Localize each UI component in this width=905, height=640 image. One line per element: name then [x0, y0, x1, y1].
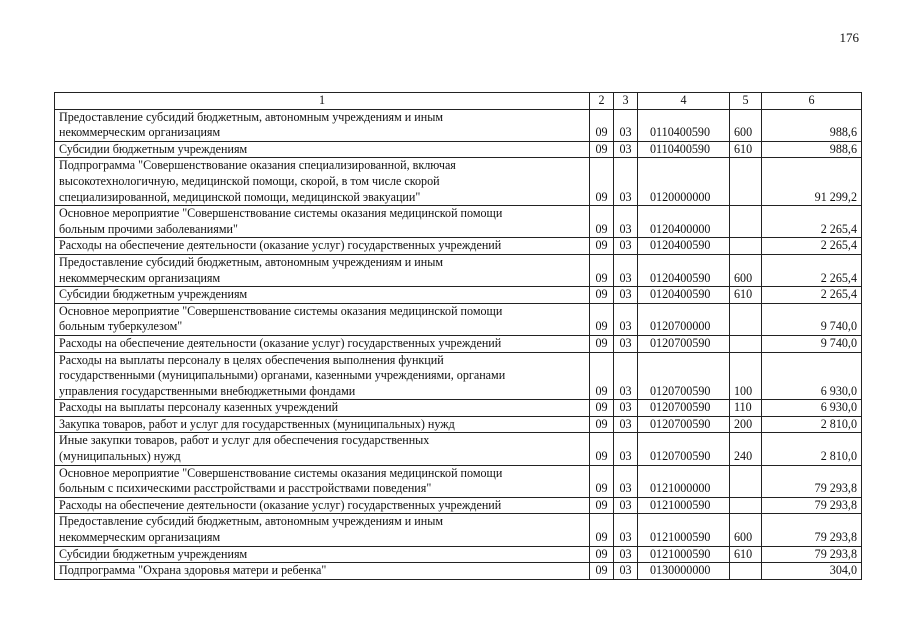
row-expense-type: 200 — [730, 416, 762, 433]
row-expense-type: 600 — [730, 514, 762, 546]
row-target-code: 0120700590 — [638, 352, 730, 400]
row-section: 09 — [590, 109, 614, 141]
page-number: 176 — [839, 30, 859, 45]
table-row — [55, 416, 862, 433]
row-section: 09 — [590, 352, 614, 400]
row-description: Основное мероприятие "Совершенствование системы оказания медицинской помощи больным прочими заболеваниями" — [55, 206, 590, 238]
row-target-code: 0121000000 — [638, 465, 730, 497]
row-expense-type — [730, 158, 762, 206]
row-section: 09 — [590, 158, 614, 206]
row-section: 09 — [590, 254, 614, 286]
table-row — [55, 141, 862, 158]
row-subsection: 03 — [614, 546, 638, 563]
row-description: Расходы на выплаты персоналу в целях обеспечения выполнения функций государственными (муниципальными) органами, казенными учреждениями, органами управления государственными внебюджетными фондами — [55, 352, 590, 400]
row-description: Основное мероприятие "Совершенствование системы оказания медицинской помощи больным туберкулезом" — [55, 303, 590, 335]
row-amount: 6 930,0 — [762, 352, 862, 400]
row-subsection: 03 — [614, 497, 638, 514]
row-section: 09 — [590, 206, 614, 238]
row-subsection: 03 — [614, 287, 638, 304]
table-row — [55, 158, 862, 206]
row-expense-type: 600 — [730, 254, 762, 286]
row-amount: 2 810,0 — [762, 416, 862, 433]
row-expense-type: 600 — [730, 109, 762, 141]
row-subsection: 03 — [614, 416, 638, 433]
row-target-code: 0130000000 — [638, 563, 730, 580]
row-amount: 79 293,8 — [762, 497, 862, 514]
row-subsection: 03 — [614, 254, 638, 286]
header-cell-6: 6 — [762, 93, 862, 110]
table-row — [55, 433, 862, 465]
row-description: Предоставление субсидий бюджетным, автономным учреждениям и иным некоммерческим организациям — [55, 109, 590, 141]
row-expense-type — [730, 206, 762, 238]
table-row — [55, 400, 862, 417]
row-expense-type: 110 — [730, 400, 762, 417]
row-subsection: 03 — [614, 433, 638, 465]
row-target-code: 0120700590 — [638, 335, 730, 352]
row-description: Расходы на обеспечение деятельности (оказание услуг) государственных учреждений — [55, 497, 590, 514]
row-target-code: 0120400000 — [638, 206, 730, 238]
row-section: 09 — [590, 546, 614, 563]
table-row — [55, 497, 862, 514]
row-target-code: 0120400590 — [638, 254, 730, 286]
row-target-code: 0120700590 — [638, 433, 730, 465]
row-amount: 2 265,4 — [762, 254, 862, 286]
row-subsection: 03 — [614, 303, 638, 335]
row-amount: 2 265,4 — [762, 287, 862, 304]
table-row — [55, 335, 862, 352]
row-amount: 6 930,0 — [762, 400, 862, 417]
row-description: Предоставление субсидий бюджетным, автономным учреждениям и иным некоммерческим организациям — [55, 254, 590, 286]
row-description: Субсидии бюджетным учреждениям — [55, 141, 590, 158]
row-section: 09 — [590, 497, 614, 514]
row-expense-type: 610 — [730, 546, 762, 563]
row-description: Основное мероприятие "Совершенствование системы оказания медицинской помощи больным с психическими расстройствами и расстройствами поведения" — [55, 465, 590, 497]
table-header-row — [55, 93, 862, 110]
row-description: Подпрограмма "Охрана здоровья матери и ребенка" — [55, 563, 590, 580]
table-row — [55, 563, 862, 580]
table-row — [55, 352, 862, 400]
table-row — [55, 303, 862, 335]
header-cell-4: 4 — [638, 93, 730, 110]
row-subsection: 03 — [614, 465, 638, 497]
row-target-code: 0120400590 — [638, 287, 730, 304]
row-amount: 2 265,4 — [762, 238, 862, 255]
row-target-code: 0120700590 — [638, 416, 730, 433]
row-amount: 79 293,8 — [762, 465, 862, 497]
row-expense-type — [730, 497, 762, 514]
row-amount: 9 740,0 — [762, 335, 862, 352]
row-subsection: 03 — [614, 141, 638, 158]
row-amount: 91 299,2 — [762, 158, 862, 206]
row-amount: 988,6 — [762, 109, 862, 141]
row-section: 09 — [590, 287, 614, 304]
header-cell-3: 3 — [614, 93, 638, 110]
row-target-code: 0110400590 — [638, 141, 730, 158]
row-expense-type — [730, 238, 762, 255]
row-description: Иные закупки товаров, работ и услуг для обеспечения государственных (муниципальных) нужд — [55, 433, 590, 465]
row-section: 09 — [590, 465, 614, 497]
row-target-code: 0120400590 — [638, 238, 730, 255]
header-cell-5: 5 — [730, 93, 762, 110]
row-target-code: 0120000000 — [638, 158, 730, 206]
row-section: 09 — [590, 335, 614, 352]
row-description: Субсидии бюджетным учреждениям — [55, 546, 590, 563]
row-description: Закупка товаров, работ и услуг для государственных (муниципальных) нужд — [55, 416, 590, 433]
row-description: Расходы на обеспечение деятельности (оказание услуг) государственных учреждений — [55, 335, 590, 352]
row-expense-type — [730, 465, 762, 497]
row-expense-type: 100 — [730, 352, 762, 400]
header-cell-1: 1 — [55, 93, 590, 110]
row-subsection: 03 — [614, 514, 638, 546]
row-section: 09 — [590, 563, 614, 580]
row-subsection: 03 — [614, 109, 638, 141]
row-amount: 304,0 — [762, 563, 862, 580]
row-description: Предоставление субсидий бюджетным, автономным учреждениям и иным некоммерческим организациям — [55, 514, 590, 546]
row-description: Субсидии бюджетным учреждениям — [55, 287, 590, 304]
table-row — [55, 465, 862, 497]
row-target-code: 0120700000 — [638, 303, 730, 335]
row-expense-type — [730, 335, 762, 352]
budget-table — [54, 92, 862, 580]
row-amount: 79 293,8 — [762, 546, 862, 563]
row-target-code: 0120700590 — [638, 400, 730, 417]
row-expense-type: 610 — [730, 141, 762, 158]
row-expense-type — [730, 563, 762, 580]
row-description: Подпрограмма "Совершенствование оказания специализированной, включая высокотехнологичную, медицинской помощи, скорой, в том числе скорой специализированной, медицинской помощи, медицинской эвакуации" — [55, 158, 590, 206]
row-subsection: 03 — [614, 352, 638, 400]
row-subsection: 03 — [614, 400, 638, 417]
row-amount: 79 293,8 — [762, 514, 862, 546]
row-description: Расходы на обеспечение деятельности (оказание услуг) государственных учреждений — [55, 238, 590, 255]
row-expense-type: 240 — [730, 433, 762, 465]
row-section: 09 — [590, 238, 614, 255]
row-subsection: 03 — [614, 563, 638, 580]
row-amount: 2 265,4 — [762, 206, 862, 238]
row-section: 09 — [590, 303, 614, 335]
row-description: Расходы на выплаты персоналу казенных учреждений — [55, 400, 590, 417]
row-subsection: 03 — [614, 335, 638, 352]
table-row — [55, 109, 862, 141]
row-section: 09 — [590, 400, 614, 417]
header-cell-2: 2 — [590, 93, 614, 110]
row-amount: 988,6 — [762, 141, 862, 158]
row-target-code: 0121000590 — [638, 514, 730, 546]
row-section: 09 — [590, 514, 614, 546]
table-row — [55, 238, 862, 255]
row-section: 09 — [590, 141, 614, 158]
row-target-code: 0121000590 — [638, 497, 730, 514]
row-subsection: 03 — [614, 238, 638, 255]
table-row — [55, 254, 862, 286]
row-target-code: 0121000590 — [638, 546, 730, 563]
row-subsection: 03 — [614, 206, 638, 238]
table-row — [55, 287, 862, 304]
table-row — [55, 514, 862, 546]
row-subsection: 03 — [614, 158, 638, 206]
row-expense-type: 610 — [730, 287, 762, 304]
table-row — [55, 546, 862, 563]
row-expense-type — [730, 303, 762, 335]
row-section: 09 — [590, 433, 614, 465]
row-target-code: 0110400590 — [638, 109, 730, 141]
row-section: 09 — [590, 416, 614, 433]
row-amount: 2 810,0 — [762, 433, 862, 465]
row-amount: 9 740,0 — [762, 303, 862, 335]
table-row — [55, 206, 862, 238]
